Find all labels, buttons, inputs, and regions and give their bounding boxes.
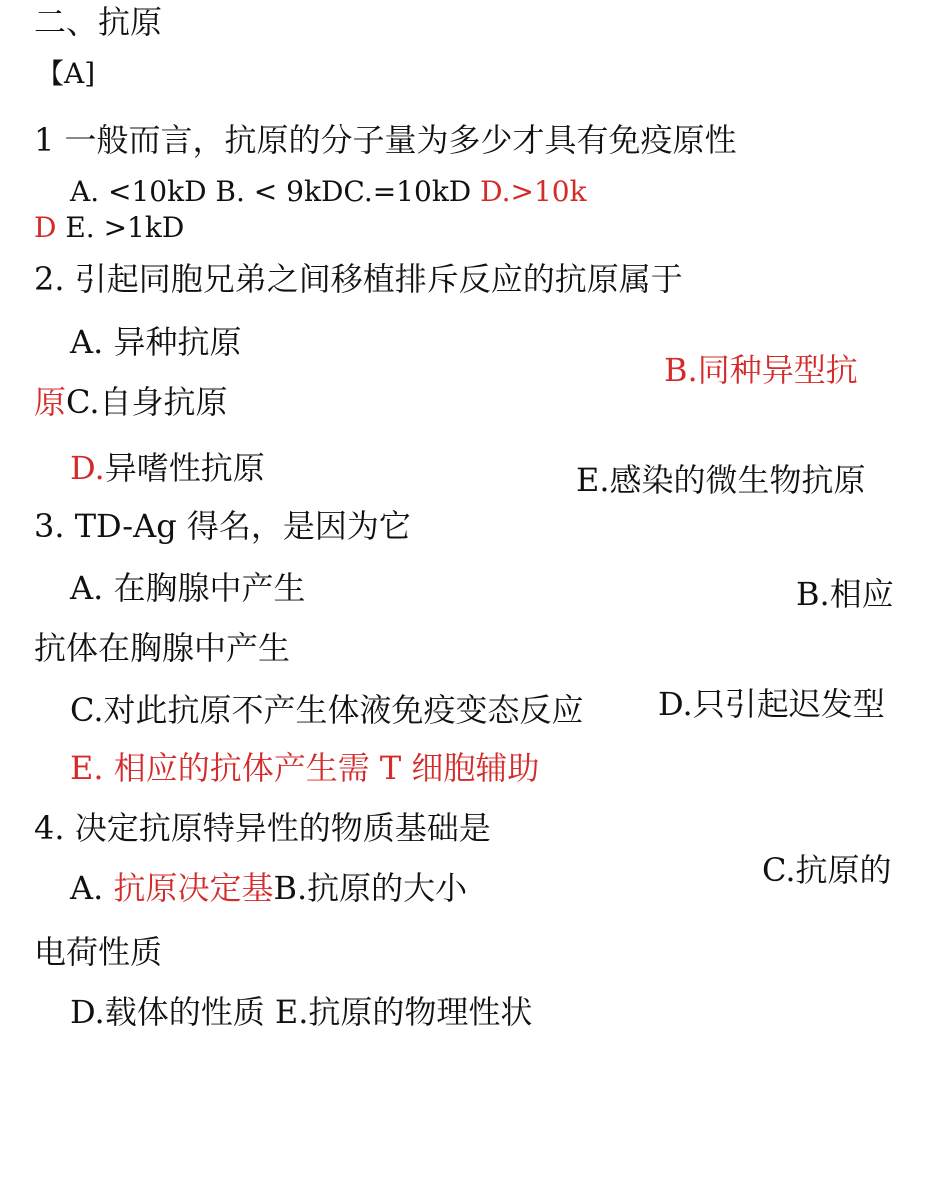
q2-option-d-label: D. bbox=[70, 449, 105, 487]
q1-stem: 1 一般而言，抗原的分子量为多少才具有免疫原性 bbox=[34, 121, 737, 159]
q4-options-line1 bbox=[70, 869, 468, 907]
q2-options-line2 bbox=[34, 383, 228, 421]
section-title: 二、抗原 bbox=[34, 3, 163, 41]
q2-option-d bbox=[70, 449, 265, 487]
q1-answer-d: D.>10k bbox=[480, 175, 587, 208]
q2-stem: 2. 引起同胞兄弟之间移植排斥反应的抗原属于 bbox=[34, 260, 683, 298]
q3-option-b-cont: 抗体在胸腺中产生 bbox=[34, 629, 291, 667]
q4-option-b: B.抗原的大小 bbox=[273, 869, 468, 907]
q3-answer-e: E. 相应的抗体产生需 T 细胞辅助 bbox=[70, 749, 540, 787]
section-tag: 【A] bbox=[36, 57, 96, 90]
q3-option-b: B.相应 bbox=[796, 575, 894, 613]
q4-options-line3 bbox=[70, 993, 533, 1031]
q2-answer-b-cont: 原 bbox=[34, 383, 67, 421]
q2-option-e: E.感染的微生物抗原 bbox=[576, 461, 866, 499]
q1-answer-d-cont: D bbox=[34, 211, 57, 244]
q2-option-d-text: 异嗜性抗原 bbox=[104, 449, 265, 487]
q1-options-line2 bbox=[34, 211, 185, 244]
q4-option-d: D.载体的性质 bbox=[70, 993, 265, 1031]
q4-option-a-label: A. bbox=[70, 869, 104, 907]
q1-options-line1 bbox=[70, 175, 587, 208]
q2-answer-b: B.同种异型抗 bbox=[664, 351, 858, 389]
q2-option-a: A. 异种抗原 bbox=[70, 323, 242, 361]
q4-answer-a: 抗原决定基 bbox=[113, 869, 274, 907]
q3-option-c: C.对此抗原不产生体液免疫变态反应 bbox=[70, 691, 584, 729]
q1-option-e: E. >1kD bbox=[65, 211, 185, 244]
q4-option-c-cont: 电荷性质 bbox=[34, 933, 163, 971]
q4-stem: 4. 决定抗原特异性的物质基础是 bbox=[34, 809, 491, 847]
q1-options-abc: A. <10kD B. < 9kDC.=10kD bbox=[70, 175, 472, 208]
q3-option-d: D.只引起迟发型 bbox=[658, 685, 885, 723]
q3-stem: 3. TD-Ag 得名，是因为它 bbox=[34, 507, 411, 545]
q4-option-e: E.抗原的物理性状 bbox=[274, 993, 533, 1031]
q2-option-c: C.自身抗原 bbox=[66, 383, 228, 421]
q3-option-a: A. 在胸腺中产生 bbox=[70, 569, 306, 607]
q4-option-c: C.抗原的 bbox=[762, 851, 892, 889]
